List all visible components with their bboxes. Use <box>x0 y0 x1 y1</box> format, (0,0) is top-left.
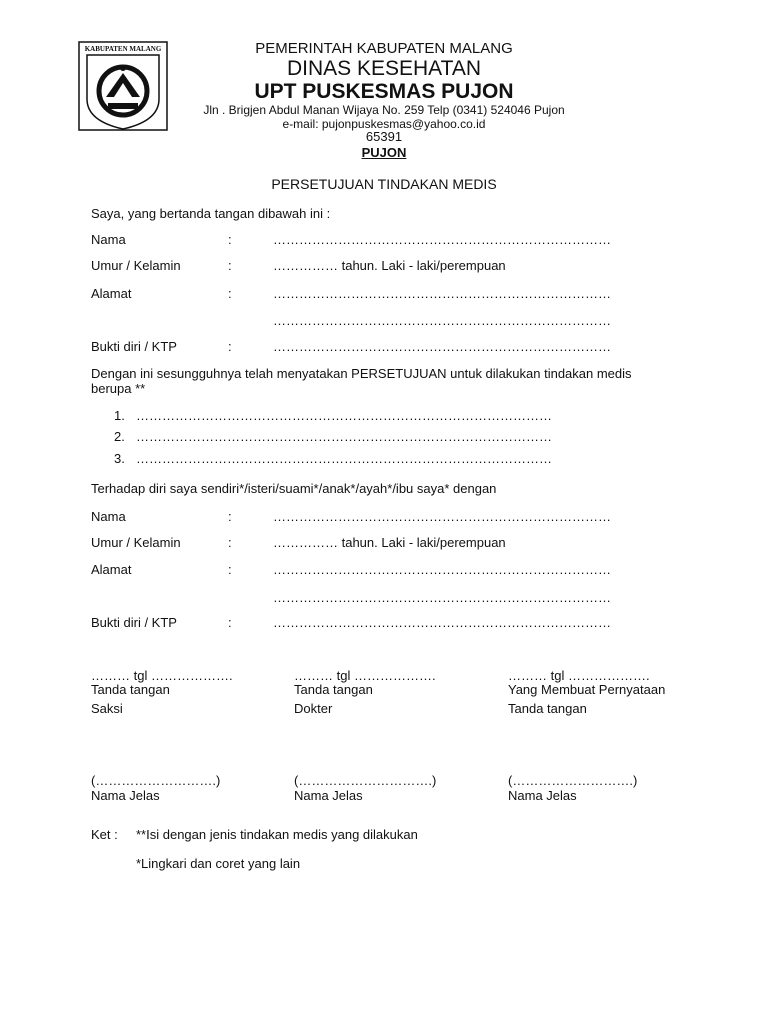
signature-caption: Yang Membuat Pernyataan <box>508 682 666 697</box>
colon: : <box>228 615 232 630</box>
signature-role: Dokter <box>294 701 333 716</box>
bukti-ktp-label: Bukti diri / KTP <box>91 339 177 354</box>
ket-label: Ket : <box>91 827 118 842</box>
header-city: PUJON <box>361 145 407 160</box>
statement-text-line2: berupa ** <box>91 381 146 396</box>
alamat-field-line2: …………………………………………………………………… <box>273 313 611 328</box>
signature-date: ……… tgl ………………. <box>91 668 233 683</box>
umur-kelamin-field: …………… tahun. Laki - laki/perempuan <box>273 258 506 273</box>
colon: : <box>228 258 232 273</box>
header-agency: DINAS KESEHATAN <box>286 57 482 80</box>
alamat-field-line2: …………………………………………………………………… <box>273 590 611 605</box>
colon: : <box>228 339 232 354</box>
header-puskesmas: UPT PUSKESMAS PUJON <box>254 80 514 103</box>
header-government: PEMERINTAH KABUPATEN MALANG <box>255 40 513 57</box>
colon: : <box>228 509 232 524</box>
list-item-number: 3. <box>114 451 125 466</box>
bukti-ktp-field: …………………………………………………………………… <box>273 615 611 630</box>
signature-name-label: Nama Jelas <box>294 788 363 803</box>
signature-name-label: Nama Jelas <box>508 788 577 803</box>
nama-label: Nama <box>91 232 126 247</box>
bukti-ktp-field: …………………………………………………………………… <box>273 339 611 354</box>
header-postal: 65391 <box>365 129 403 144</box>
header-email: e-mail: pujonpuskesmas@yahoo.co.id <box>282 117 486 131</box>
colon: : <box>228 232 232 247</box>
umur-kelamin-field: …………… tahun. Laki - laki/perempuan <box>273 535 506 550</box>
list-item-field: …………………………………………………………………………………… <box>136 451 552 466</box>
bukti-ktp-label: Bukti diri / KTP <box>91 615 177 630</box>
colon: : <box>228 562 232 577</box>
signature-name-field: (……………………….) <box>91 773 221 788</box>
signature-date: ……… tgl ………………. <box>294 668 436 683</box>
statement-text: Dengan ini sesungguhnya telah menyatakan PERSETUJUAN untuk dilakukan tindakan medis <box>91 366 632 381</box>
signature-role: Saksi <box>91 701 123 716</box>
list-item-field: …………………………………………………………………………………… <box>136 408 552 423</box>
signature-caption: Tanda tangan <box>294 682 373 697</box>
nama-label: Nama <box>91 509 126 524</box>
list-item-number: 1. <box>114 408 125 423</box>
umur-kelamin-label: Umur / Kelamin <box>91 258 181 273</box>
ket-note-2: *Lingkari dan coret yang lain <box>136 856 301 871</box>
alamat-field: …………………………………………………………………… <box>273 286 611 301</box>
nama-field: …………………………………………………………………… <box>273 509 611 524</box>
colon: : <box>228 286 232 301</box>
list-item-number: 2. <box>114 429 125 444</box>
ket-note-1: **Isi dengan jenis tindakan medis yang dilakukan <box>136 827 418 842</box>
list-item-field: …………………………………………………………………………………… <box>136 429 552 444</box>
signature-date: ……… tgl ………………. <box>508 668 650 683</box>
alamat-field: …………………………………………………………………… <box>273 562 611 577</box>
intro-text: Saya, yang bertanda tangan dibawah ini : <box>91 206 331 221</box>
signature-caption: Tanda tangan <box>91 682 170 697</box>
signature-name-label: Nama Jelas <box>91 788 160 803</box>
colon: : <box>228 535 232 550</box>
header-address: Jln . Brigjen Abdul Manan Wijaya No. 259 Telp (0341) 524046 Pujon <box>203 103 565 117</box>
terhadap-text: Terhadap diri saya sendiri*/isteri/suami*/anak*/ayah*/ibu saya* dengan <box>91 481 497 496</box>
umur-kelamin-label: Umur / Kelamin <box>91 535 181 550</box>
logo-text: KABUPATEN MALANG <box>84 45 162 53</box>
alamat-label: Alamat <box>91 562 132 577</box>
alamat-label: Alamat <box>91 286 132 301</box>
signature-role: Tanda tangan <box>508 701 587 716</box>
signature-name-field: (………………………….) <box>294 773 437 788</box>
signature-name-field: (……………………….) <box>508 773 638 788</box>
document-title: PERSETUJUAN TINDAKAN MEDIS <box>271 176 497 192</box>
nama-field: …………………………………………………………………… <box>273 232 611 247</box>
